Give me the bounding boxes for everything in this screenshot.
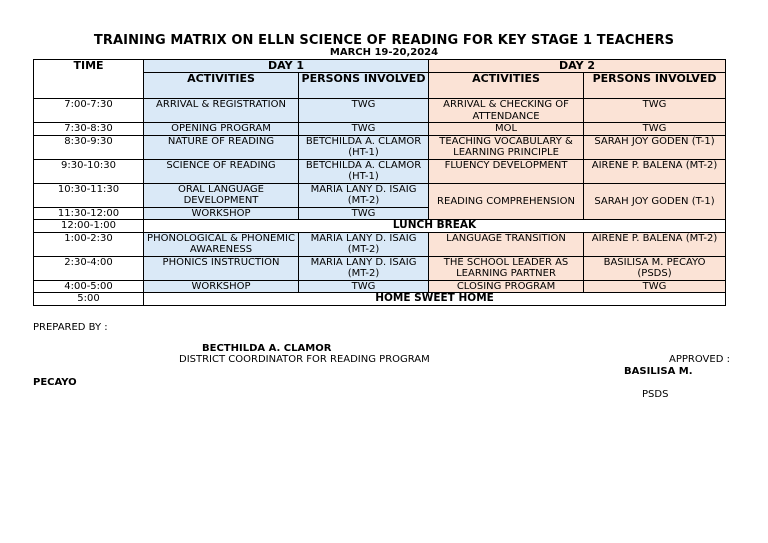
day2-activity-cell: ARRIVAL & CHECKING OF ATTENDANCE (429, 99, 584, 123)
time-cell: 11:30-12:00 (34, 207, 144, 220)
home-sweet-home-cell: HOME SWEET HOME (144, 293, 726, 306)
table-row (34, 280, 726, 293)
table-row (34, 183, 726, 207)
day2-person-cell: SARAH JOY GODEN (T-1) (584, 135, 726, 159)
training-matrix-table (33, 59, 726, 306)
prepared-by-label: PREPARED BY : (33, 322, 108, 333)
time-cell: 1:00-2:30 (34, 232, 144, 256)
day1-activities-header: ACTIVITIES (144, 73, 299, 99)
time-cell: 5:00 (34, 293, 144, 306)
document-date: MARCH 19-20,2024 (329, 47, 439, 58)
day1-persons-header: PERSONS INVOLVED (299, 73, 429, 99)
day2-activities-header: ACTIVITIES (429, 73, 584, 99)
day1-person-cell: TWG (299, 123, 429, 136)
day2-activity-cell: CLOSING PROGRAM (429, 280, 584, 293)
time-cell: 8:30-9:30 (34, 135, 144, 159)
time-cell: 10:30-11:30 (34, 183, 144, 207)
day2-person-cell: AIRENE P. BALENA (MT-2) (584, 159, 726, 183)
document-title: TRAINING MATRIX ON ELLN SCIENCE OF READING FOR KEY STAGE 1 TEACHERS (93, 33, 675, 48)
table-row (34, 135, 726, 159)
day1-activity-cell: PHONICS INSTRUCTION (144, 256, 299, 280)
prepared-by-position: DISTRICT COORDINATOR FOR READING PROGRAM (179, 354, 430, 365)
day2-persons-header: PERSONS INVOLVED (584, 73, 726, 99)
day2-person-cell: TWG (584, 280, 726, 293)
day2-activity-cell: LANGUAGE TRANSITION (429, 232, 584, 256)
day1-activity-cell: ORAL LANGUAGE DEVELOPMENT (144, 183, 299, 207)
day1-person-cell: MARIA LANY D. ISAIG (MT-2) (299, 256, 429, 280)
approved-position: PSDS (642, 389, 669, 400)
approved-name-part1: BASILISA M. (624, 366, 693, 377)
approved-label: APPROVED : (669, 354, 730, 365)
day1-person-cell: TWG (299, 207, 429, 220)
day2-activity-cell: MOL (429, 123, 584, 136)
time-cell: 7:00-7:30 (34, 99, 144, 123)
day1-activity-cell: OPENING PROGRAM (144, 123, 299, 136)
table-row (34, 293, 726, 306)
day2-person-cell: AIRENE P. BALENA (MT-2) (584, 232, 726, 256)
day1-person-cell: TWG (299, 99, 429, 123)
day2-person-cell: BASILISA M. PECAYO (PSDS) (584, 256, 726, 280)
day2-activity-cell: READING COMPREHENSION (429, 183, 584, 220)
table-row (34, 256, 726, 280)
day1-header: DAY 1 (144, 60, 429, 73)
table-row (34, 159, 726, 183)
time-cell: 7:30-8:30 (34, 123, 144, 136)
day1-person-cell: TWG (299, 280, 429, 293)
day1-activity-cell: WORKSHOP (144, 207, 299, 220)
time-cell: 9:30-10:30 (34, 159, 144, 183)
time-cell: 2:30-4:00 (34, 256, 144, 280)
day2-person-cell: TWG (584, 99, 726, 123)
day2-person-cell: SARAH JOY GODEN (T-1) (584, 183, 726, 220)
lunch-break-cell: LUNCH BREAK (144, 220, 726, 233)
table-row (34, 123, 726, 136)
day1-activity-cell: WORKSHOP (144, 280, 299, 293)
day2-person-cell: TWG (584, 123, 726, 136)
day2-header: DAY 2 (429, 60, 726, 73)
day1-person-cell: BETCHILDA A. CLAMOR (HT-1) (299, 159, 429, 183)
day2-activity-cell: TEACHING VOCABULARY & LEARNING PRINCIPLE (429, 135, 584, 159)
prepared-by-name: BECTHILDA A. CLAMOR (202, 343, 332, 354)
day2-activity-cell: FLUENCY DEVELOPMENT (429, 159, 584, 183)
table-row (34, 220, 726, 233)
table-row (34, 99, 726, 123)
table-row (34, 232, 726, 256)
day1-person-cell: MARIA LANY D. ISAIG (MT-2) (299, 232, 429, 256)
time-header: TIME (34, 60, 144, 99)
day1-activity-cell: ARRIVAL & REGISTRATION (144, 99, 299, 123)
day2-activity-cell: THE SCHOOL LEADER AS LEARNING PARTNER (429, 256, 584, 280)
day1-person-cell: BETCHILDA A. CLAMOR (HT-1) (299, 135, 429, 159)
day1-activity-cell: PHONOLOGICAL & PHONEMIC AWARENESS (144, 232, 299, 256)
day1-person-cell: MARIA LANY D. ISAIG (MT-2) (299, 183, 429, 207)
day1-activity-cell: NATURE OF READING (144, 135, 299, 159)
time-cell: 12:00-1:00 (34, 220, 144, 233)
day1-activity-cell: SCIENCE OF READING (144, 159, 299, 183)
time-cell: 4:00-5:00 (34, 280, 144, 293)
approved-name-part2: PECAYO (33, 377, 77, 388)
